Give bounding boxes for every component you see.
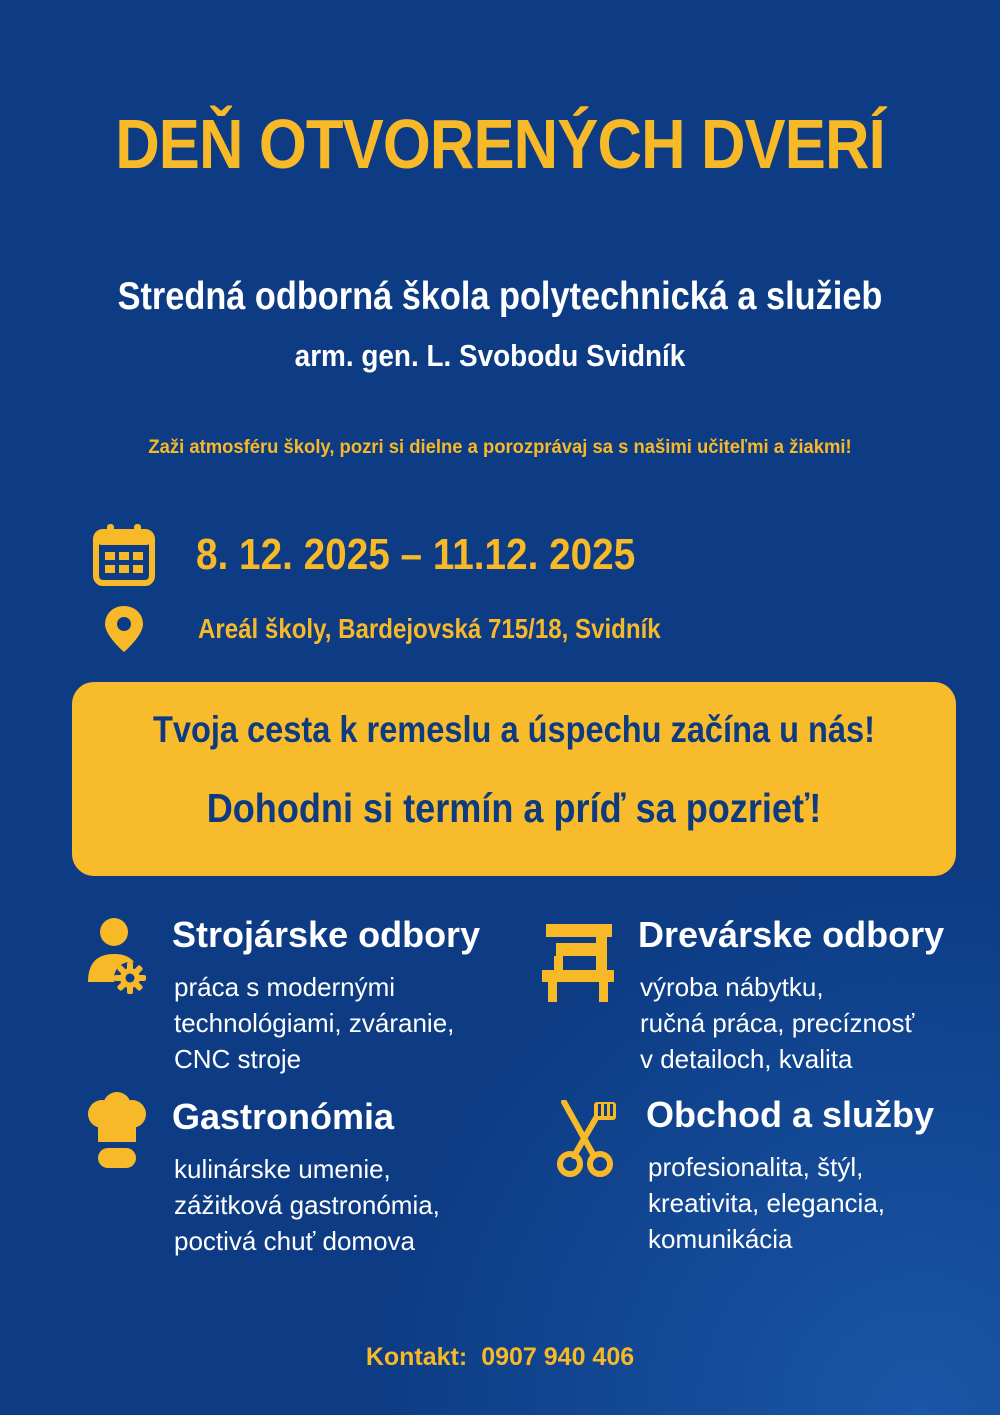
field-description-line: výroba nábytku, — [640, 972, 824, 1002]
field-description-line: práca s modernými — [174, 972, 396, 1002]
field-description-line: technológiami, zváranie, — [174, 1008, 455, 1038]
scissors-comb-icon — [554, 1100, 620, 1178]
school-subname: arm. gen. L. Svobodu Svidník — [294, 338, 686, 373]
field-description — [174, 1151, 440, 1259]
field-title: Drevárske odbory — [638, 914, 945, 955]
field-description-line: komunikácia — [648, 1224, 793, 1254]
field-description-line: kulinárske umenie, — [174, 1154, 391, 1184]
calendar-icon — [92, 523, 156, 587]
field-description-line: zážitková gastronómia, — [174, 1190, 440, 1220]
banner-slogan: Tvoja cesta k remeslu a úspechu začína u nás! — [152, 709, 876, 750]
field-description-line: CNC stroje — [174, 1044, 302, 1074]
field-title: Strojárske odbory — [172, 914, 481, 955]
field-description-line: v detailoch, kvalita — [640, 1044, 853, 1074]
chef-hat-icon — [86, 1092, 148, 1172]
location-pin-icon — [103, 604, 145, 654]
school-name: Stredná odborná škola polytechnická a služieb — [117, 275, 883, 318]
event-address: Areál školy, Bardejovská 715/18, Svidník — [198, 613, 661, 644]
field-description-line: poctivá chuť domova — [174, 1226, 415, 1256]
field-title: Obchod a služby — [646, 1094, 935, 1135]
slogan-banner — [72, 682, 956, 876]
contact-line — [0, 1343, 1000, 1372]
banner-call-to-action: Dohodni si termín a príď sa pozrieť! — [206, 785, 822, 831]
field-description-line: kreativita, elegancia, — [648, 1188, 886, 1218]
field-title: Gastronómia — [172, 1096, 395, 1137]
event-date: 8. 12. 2025 – 11.12. 2025 — [196, 530, 636, 579]
workbench-icon — [540, 922, 616, 1004]
contact-phone[interactable]: 0907 940 406 — [481, 1343, 635, 1371]
field-description-line: profesionalita, štýl, — [648, 1152, 864, 1182]
tagline: Zaži atmosféru školy, pozri si dielne a porozprávaj sa s našimi učiteľmi a žiakmi! — [148, 437, 852, 458]
field-description — [648, 1149, 885, 1257]
poster-title: DEŇ OTVORENÝCH DVERÍ — [115, 105, 885, 183]
contact-label: Kontakt: — [365, 1343, 468, 1371]
field-description — [640, 969, 914, 1077]
person-gear-icon — [86, 918, 150, 1002]
field-description-line: ručná práca, precíznosť — [640, 1008, 915, 1038]
field-description — [174, 969, 454, 1077]
